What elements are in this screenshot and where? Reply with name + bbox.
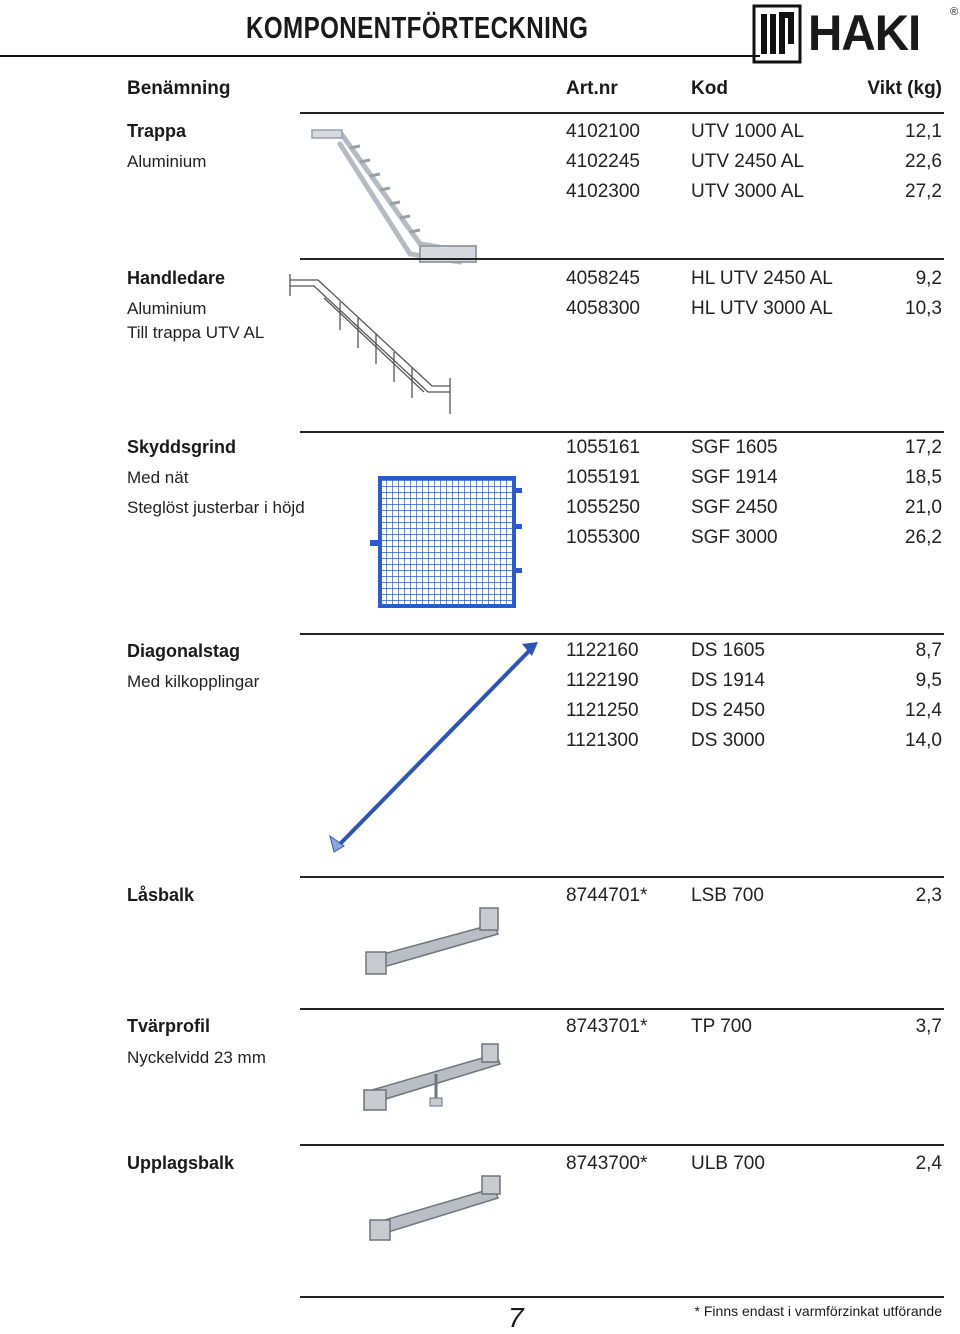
- art-number: 1055161: [566, 437, 640, 458]
- product-name: Handledare: [127, 268, 226, 288]
- section-separator: [300, 876, 944, 878]
- product-name: Upplagsbalk: [127, 1153, 235, 1173]
- code: LSB 700: [691, 885, 764, 906]
- weight: 12,1: [905, 121, 942, 142]
- product-name: Diagonalstag: [127, 641, 241, 661]
- footnote: * Finns endast i varmförzinkat utförande: [694, 1303, 942, 1319]
- art-number: 8743700*: [566, 1153, 648, 1174]
- code: DS 1605: [691, 640, 765, 661]
- product-desc: Med nät: [127, 468, 189, 487]
- weight: 3,7: [915, 1016, 942, 1037]
- mesh-guard-image: [368, 468, 528, 612]
- weight: 21,0: [905, 497, 942, 518]
- art-number: 8743701*: [566, 1016, 648, 1037]
- art-number: 1055300: [566, 527, 640, 548]
- code: SGF 3000: [691, 527, 778, 548]
- section-separator: [300, 258, 944, 260]
- header-kod: Kod: [691, 78, 728, 99]
- art-number: 4102300: [566, 181, 640, 202]
- locking-beam-image: [362, 900, 508, 980]
- product-name: Trappa: [127, 121, 187, 141]
- art-number: 1055250: [566, 497, 640, 518]
- page-number: 7: [508, 1302, 524, 1333]
- section-separator: [300, 112, 944, 114]
- weight: 9,2: [915, 268, 942, 289]
- header-name: Benämning: [127, 78, 231, 99]
- weight: 8,7: [915, 640, 942, 661]
- code: DS 3000: [691, 730, 765, 751]
- product-name: Låsbalk: [127, 885, 195, 905]
- weight: 26,2: [905, 527, 942, 548]
- registered-mark: ®: [950, 6, 959, 18]
- diagonal-brace-image: [326, 640, 546, 854]
- art-number: 1121250: [566, 700, 639, 721]
- weight: 22,6: [905, 151, 942, 172]
- title-rule: [0, 55, 760, 57]
- code: UTV 1000 AL: [691, 121, 805, 142]
- art-number: 4102245: [566, 151, 640, 172]
- code: DS 1914: [691, 670, 765, 691]
- code: HL UTV 3000 AL: [691, 298, 833, 319]
- header-vikt: Vikt (kg): [867, 78, 942, 99]
- weight: 18,5: [905, 467, 942, 488]
- weight: 17,2: [905, 437, 942, 458]
- weight: 2,3: [915, 885, 942, 906]
- code: DS 2450: [691, 700, 765, 721]
- product-desc: Aluminium: [127, 299, 207, 318]
- page-title: KOMPONENTFÖRTECKNING: [246, 10, 589, 45]
- section-separator: [300, 633, 944, 635]
- art-number: 1122190: [566, 670, 639, 691]
- product-desc: Steglöst justerbar i höjd: [127, 498, 305, 517]
- art-number: 1121300: [566, 730, 639, 751]
- code: HL UTV 2450 AL: [691, 268, 833, 289]
- code: TP 700: [691, 1016, 752, 1037]
- weight: 10,3: [905, 298, 942, 319]
- support-beam-image: [364, 1170, 508, 1246]
- section-separator: [300, 1008, 944, 1010]
- art-number: 1122160: [566, 640, 639, 661]
- brand-name: HAKI: [808, 5, 921, 61]
- header-art: Art.nr: [566, 78, 618, 99]
- art-number: 4058300: [566, 298, 640, 319]
- product-desc: Med kilkopplingar: [127, 672, 260, 691]
- code: ULB 700: [691, 1153, 765, 1174]
- product-desc: Nyckelvidd 23 mm: [127, 1048, 266, 1067]
- footer-rule: [300, 1296, 944, 1298]
- product-name: Tvärprofil: [127, 1016, 211, 1036]
- code: UTV 2450 AL: [691, 151, 805, 172]
- art-number: 4058245: [566, 268, 640, 289]
- weight: 14,0: [905, 730, 942, 751]
- code: SGF 1914: [691, 467, 778, 488]
- handrail-drawing: [284, 268, 454, 418]
- art-number: 8744701*: [566, 885, 648, 906]
- aluminium-stair-image: [310, 126, 480, 274]
- product-name: Skyddsgrind: [127, 437, 237, 457]
- cross-profile-image: [360, 1040, 506, 1114]
- weight: 9,5: [915, 670, 942, 691]
- product-desc: Till trappa UTV AL: [127, 323, 265, 342]
- section-separator: [300, 1144, 944, 1146]
- section-separator: [300, 431, 944, 433]
- weight: 2,4: [915, 1153, 942, 1174]
- art-number: 4102100: [566, 121, 640, 142]
- code: UTV 3000 AL: [691, 181, 805, 202]
- code: SGF 2450: [691, 497, 778, 518]
- haki-logo: [752, 2, 960, 66]
- code: SGF 1605: [691, 437, 778, 458]
- art-number: 1055191: [566, 467, 640, 488]
- weight: 27,2: [905, 181, 942, 202]
- weight: 12,4: [905, 700, 942, 721]
- product-desc: Aluminium: [127, 152, 207, 171]
